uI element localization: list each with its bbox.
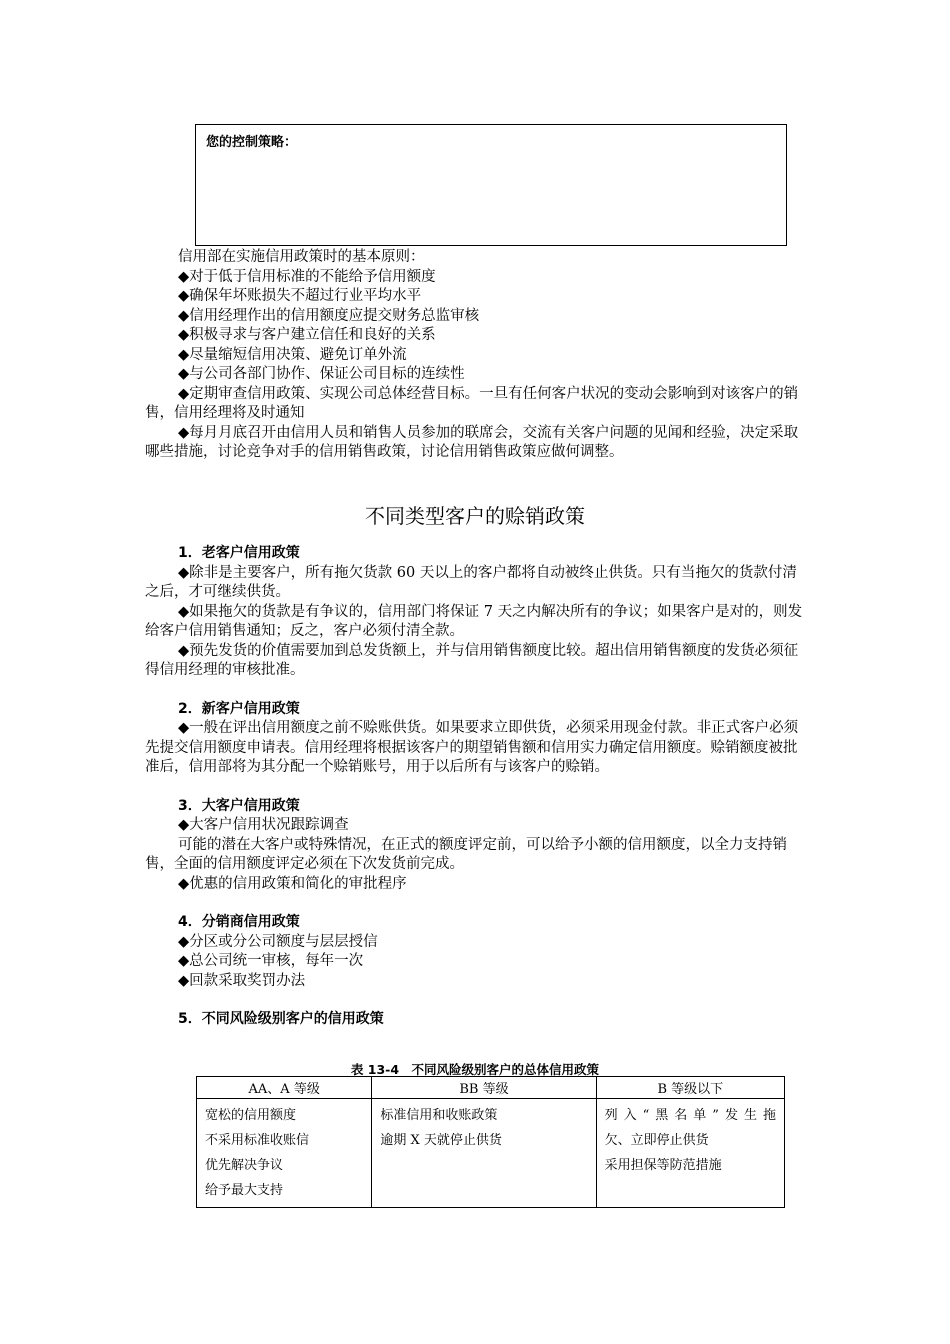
cell-line: 宽松的信用额度 [205, 1108, 297, 1123]
big-customer-paragraph: 可能的潜在大客户或特殊情况，在正式的额度评定前，可以给予小额的信用额度，以全力支持销售，全面的信用额度评定必须在下次发货前完成。 [145, 836, 787, 872]
cell-line: 不采用标准收账信 [205, 1133, 310, 1148]
cell-line: 标准信用和收账政策 [380, 1108, 498, 1123]
distributor-item: ◆总公司统一审核，每年一次 [178, 953, 364, 969]
table-header: AA、A 等级 [197, 1077, 372, 1099]
risk-level-heading: 5．不同风险级别客户的信用政策 [178, 1011, 384, 1027]
cell-line: 优先解决争议 [205, 1158, 284, 1173]
principle-item: ◆信用经理作出的信用额度应提交财务总监审核 [178, 307, 480, 324]
new-customer-paragraph: ◆一般在评出信用额度之前不赊账供货。如果要求立即供货，必须采用现金付款。非正式客户必须先提交信用额度申请表。信用经理将根据该客户的期望销售额和信用实力确定信用额度。赊销额度被批准后，信用部将为其分配一个赊销账号，用于以后所有与该客户的赊销。 [145, 720, 799, 775]
cell-line: 逾期 X 天就停止供货 [380, 1133, 502, 1148]
old-customer-heading: 1．老客户信用政策 [178, 545, 300, 561]
cell-line: 列入“黑名单”发生拖 [604, 1108, 776, 1123]
table-cell-aa-a [197, 1099, 372, 1208]
principles-intro: 信用部在实施信用政策时的基本原则： [178, 249, 425, 265]
big-customer-heading: 3．大客户信用政策 [178, 797, 300, 814]
table-caption: 表 13-4 不同风险级别客户的总体信用政策 [350, 1062, 600, 1077]
old-customer-paragraph: ◆除非是主要客户，所有拖欠货款 60 天以上的客户都将自动被终止供货。只有当拖欠的货款付清之后，才可继续供货。 [145, 564, 797, 600]
table-header-row [197, 1077, 785, 1099]
strategy-label: 您的控制策略： [206, 135, 298, 150]
distributor-item: ◆分区或分公司额度与层层授信 [178, 933, 378, 950]
new-customer-heading: 2．新客户信用政策 [178, 700, 300, 717]
table-header: BB 等级 [372, 1077, 596, 1099]
section-title: 不同类型客户的赊销政策 [365, 504, 585, 528]
big-customer-paragraph: ◆大客户信用状况跟踪调查 [178, 817, 349, 833]
cell-line: 采用担保等防范措施 [604, 1158, 722, 1173]
distributor-heading: 4．分销商信用政策 [178, 914, 300, 930]
table-row [197, 1099, 785, 1208]
table-header: B 等级以下 [596, 1077, 784, 1099]
principle-item: ◆积极寻求与客户建立信任和良好的关系 [178, 327, 436, 343]
table-cell-below-b [596, 1099, 784, 1208]
principle-paragraph: ◆每月月底召开由信用人员和销售人员参加的联席会，交流有关客户问题的见闻和经验，决定采取哪些措施，讨论竞争对手的信用销售政策，讨论信用销售政策应做何调整。 [145, 424, 799, 460]
principles-block [145, 248, 807, 463]
big-customer-paragraph: ◆优惠的信用政策和简化的审批程序 [178, 875, 407, 892]
policy-sections [145, 544, 807, 1030]
principle-item: ◆确保年坏账损失不超过行业平均水平 [178, 288, 422, 304]
table-cell-bb [372, 1099, 596, 1208]
principle-item: ◆对于低于信用标准的不能给予信用额度 [178, 268, 436, 285]
principle-item: ◆与公司各部门协作、保证公司目标的连续性 [178, 366, 465, 382]
cell-line: 给予最大支持 [205, 1183, 284, 1198]
strategy-input-box[interactable] [195, 124, 787, 246]
risk-policy-table [196, 1076, 785, 1208]
cell-line: 欠、立即停止供货 [604, 1133, 709, 1148]
old-customer-paragraph: ◆预先发货的价值需要加到总发货额上，并与信用销售额度比较。超出信用销售额度的发货必须征得信用经理的审核批准。 [145, 642, 799, 678]
old-customer-paragraph: ◆如果拖欠的货款是有争议的，信用部门将保证 7 天之内解决所有的争议；如果客户是对的，则发给客户信用销售通知；反之，客户必须付清全款。 [145, 603, 803, 639]
principle-item: ◆尽量缩短信用决策、避免订单外流 [178, 346, 407, 363]
distributor-item: ◆回款采取奖罚办法 [178, 972, 306, 989]
principle-paragraph: ◆定期审查信用政策、实现公司总体经营目标。一旦有任何客户状况的变动会影响到对该客户的销售，信用经理将及时通知 [145, 385, 799, 421]
